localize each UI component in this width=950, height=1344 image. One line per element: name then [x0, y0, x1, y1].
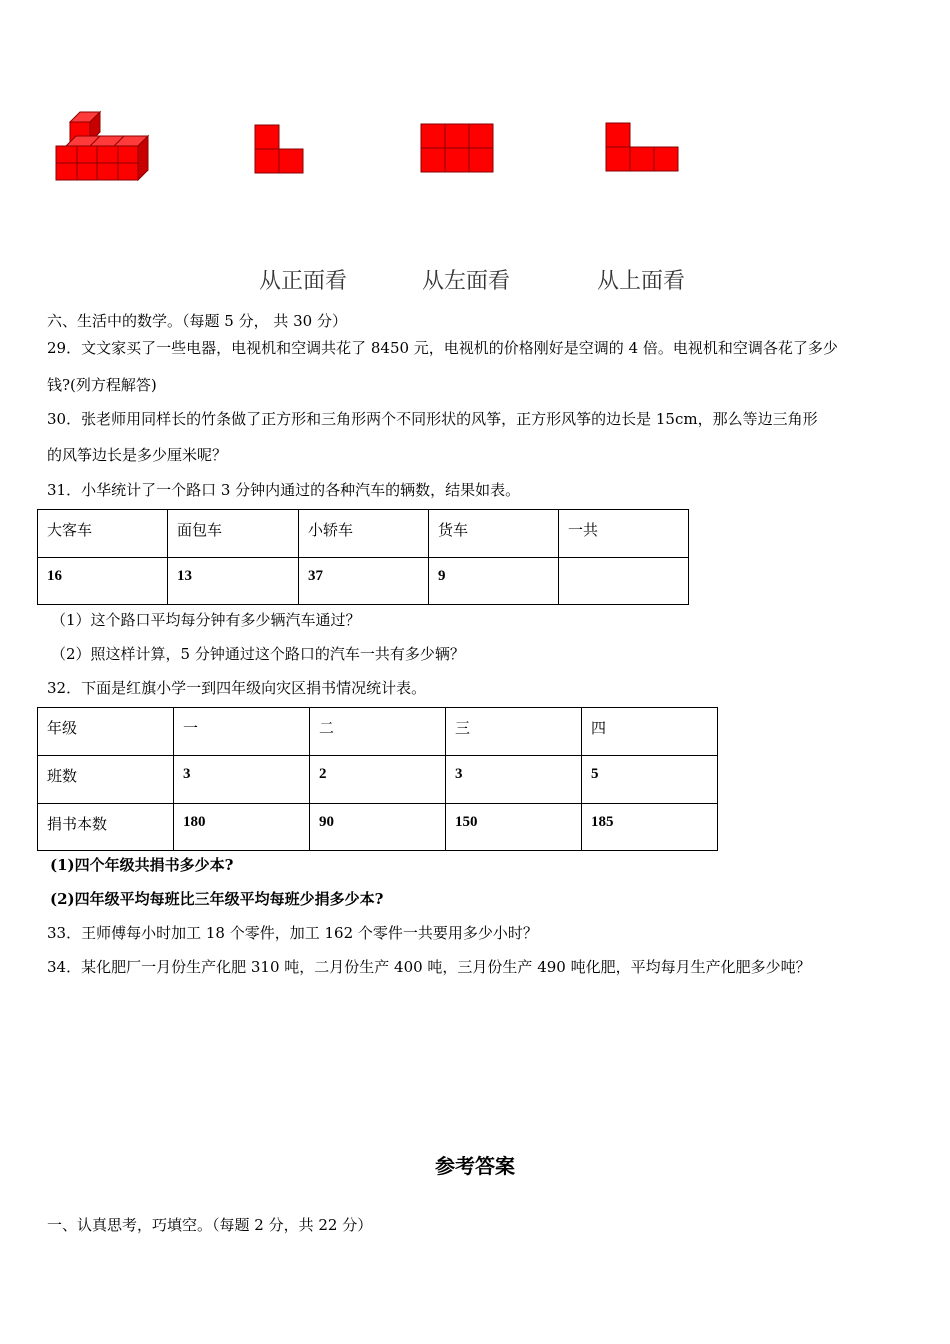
cube-solid-figure — [52, 108, 152, 184]
front-view-figure — [254, 124, 306, 176]
book-donation-table — [37, 707, 718, 851]
table-cell — [559, 558, 689, 605]
question-29-line-1: 29．文文家买了一些电器，电视机和空调共花了 8450 元，电视机的价格刚好是空调的 4 倍。电视机和空调各花了多少 — [47, 339, 838, 357]
table-cell: 班数 — [38, 756, 174, 804]
table-header-cell: 一共 — [559, 510, 689, 558]
question-30-line-2: 的风筝边长是多少厘米呢？ — [47, 446, 228, 464]
question-29-line-2: 钱?(列方程解答) — [47, 376, 157, 394]
table-header-cell: 小轿车 — [299, 510, 429, 558]
table-cell: 3 — [446, 756, 582, 804]
table-cell: 3 — [174, 756, 310, 804]
question-32-text: 32．下面是红旗小学一到四年级向灾区捐书情况统计表。 — [47, 679, 427, 697]
table-cell: 150 — [446, 804, 582, 851]
table-cell: 13 — [168, 558, 299, 605]
table-header-cell: 货车 — [429, 510, 559, 558]
table-header-cell: 面包车 — [168, 510, 299, 558]
table-cell: 16 — [38, 558, 168, 605]
section-6-heading: 六、生活中的数学。（每题 5 分， 共 30 分） — [47, 312, 347, 330]
table-header-cell: 大客车 — [38, 510, 168, 558]
table-cell: 2 — [310, 756, 446, 804]
table-cell: 5 — [582, 756, 718, 804]
table-cell: 9 — [429, 558, 559, 605]
table-cell: 四 — [582, 708, 718, 756]
question-30-line-1: 30．张老师用同样长的竹条做了正方形和三角形两个不同形状的风筝，正方形风筝的边长是 15cm，那么等边三角形 — [47, 410, 818, 428]
vehicle-count-table — [37, 509, 689, 605]
table-cell: 180 — [174, 804, 310, 851]
question-31-sub-1: （1）这个路口平均每分钟有多少辆汽车通过？ — [51, 611, 361, 629]
table-cell: 捐书本数 — [38, 804, 174, 851]
question-31-text: 31．小华统计了一个路口 3 分钟内通过的各种汽车的辆数，结果如表。 — [47, 481, 521, 499]
top-view-figure — [605, 122, 681, 174]
question-31-sub-2: （2）照这样计算，5 分钟通过这个路口的汽车一共有多少辆？ — [51, 645, 465, 663]
table-cell: 年级 — [38, 708, 174, 756]
answers-title: 参考答案 — [435, 1154, 515, 1178]
question-32-sub-1: (1)四个年级共捐书多少本? — [50, 856, 234, 874]
table-cell: 90 — [310, 804, 446, 851]
table-cell: 185 — [582, 804, 718, 851]
caption-top-view: 从上面看 — [597, 269, 686, 294]
question-34-text: 34．某化肥厂一月份生产化肥 310 吨，二月份生产 400 吨，三月份生产 490 吨化肥，平均每月生产化肥多少吨？ — [47, 958, 811, 976]
question-32-sub-2: (2)四年级平均每班比三年级平均每班少捐多少本? — [50, 890, 384, 908]
question-33-text: 33．王师傅每小时加工 18 个零件，加工 162 个零件一共要用多少小时？ — [47, 924, 538, 942]
table-cell: 三 — [446, 708, 582, 756]
table-cell: 二 — [310, 708, 446, 756]
caption-left-view: 从左面看 — [422, 269, 511, 294]
caption-front-view: 从正面看 — [259, 269, 348, 294]
table-cell: 37 — [299, 558, 429, 605]
table-cell: 一 — [174, 708, 310, 756]
answers-section-1-heading: 一、认真思考，巧填空。（每题 2 分，共 22 分） — [47, 1216, 373, 1234]
left-view-figure — [420, 123, 496, 175]
